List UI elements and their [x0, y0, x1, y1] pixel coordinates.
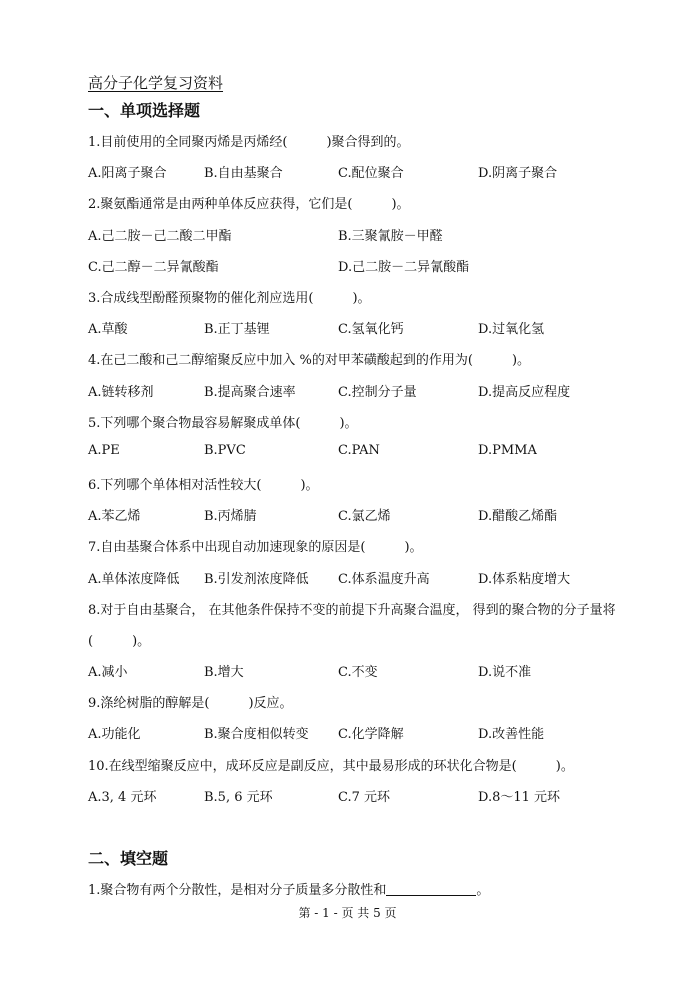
option-a: A.功能化 [88, 727, 141, 742]
question-1-options [88, 162, 648, 180]
question-6: 6.下列哪个单体相对活性较大( )。 [88, 478, 319, 493]
option-b: B.提高聚合速率 [204, 385, 296, 400]
option-c: C.不变 [338, 665, 378, 680]
option-d: D.说不准 [478, 665, 532, 680]
option-c: C.PAN [338, 443, 380, 458]
option-d: D.PMMA [478, 443, 537, 458]
option-d: D.体系粘度增大 [478, 572, 571, 587]
option-d: D.阴离子聚合 [478, 166, 558, 181]
question-2-options-row2 [88, 256, 648, 274]
option-c: C.体系温度升高 [338, 572, 430, 587]
option-b: B.引发剂浓度降低 [204, 572, 309, 587]
section-heading-multiple-choice: 一、单项选择题 [88, 101, 201, 120]
option-d: D.8～11 元环 [478, 790, 561, 805]
option-d: D.过氧化氢 [478, 322, 545, 337]
option-a: A.3, 4 元环 [88, 790, 157, 805]
answer-blank [386, 882, 476, 896]
document-title: 高分子化学复习资料 [88, 74, 224, 92]
option-a: A.减小 [88, 665, 128, 680]
section-heading-fill-in: 二、填空题 [88, 849, 169, 868]
option-c: C.氯乙烯 [338, 509, 391, 524]
option-c: C.化学降解 [338, 727, 404, 742]
question-5-options [88, 443, 648, 461]
question-3: 3.合成线型酚醛预聚物的催化剂应选用( )。 [88, 291, 371, 306]
question-2: 2.聚氨酯通常是由两种单体反应获得，它们是( )。 [88, 197, 410, 212]
question-8-continuation: ( )。 [88, 634, 151, 649]
question-7-options [88, 568, 648, 586]
question-5: 5.下列哪个聚合物最容易解聚成单体( )。 [88, 416, 358, 431]
question-4-options [88, 381, 648, 399]
question-9-options [88, 723, 648, 741]
option-a: A.阳离子聚合 [88, 166, 167, 181]
question-8: 8.对于自由基聚合， 在其他条件保持不变的前提下升高聚合温度， 得到的聚合物的分子量将 [88, 603, 616, 618]
option-a: A.PE [88, 443, 120, 458]
option-b: B.正丁基锂 [204, 322, 270, 337]
option-c: C.控制分子量 [338, 385, 417, 400]
question-1: 1.目前使用的全同聚丙烯是丙烯经( )聚合得到的。 [88, 135, 410, 150]
question-3-options [88, 318, 648, 336]
option-a: A.链转移剂 [88, 385, 154, 400]
fill-in-question-1 [88, 879, 489, 898]
question-4: 4.在己二酸和己二醇缩聚反应中加入 %的对甲苯磺酸起到的作用为( )。 [88, 353, 531, 368]
option-b: B.5, 6 元环 [204, 790, 273, 805]
option-c: C.7 元环 [338, 790, 391, 805]
question-2-options-row1 [88, 225, 648, 243]
option-a: A.苯乙烯 [88, 509, 141, 524]
page-footer: 第 - 1 - 页 共 5 页 [298, 906, 397, 920]
question-10-options [88, 786, 648, 804]
question-8-options [88, 661, 648, 679]
option-a: A.草酸 [88, 322, 128, 337]
option-b: B.丙烯腈 [204, 509, 257, 524]
option-a: A.单体浓度降低 [88, 572, 180, 587]
option-d: D.醋酸乙烯酯 [478, 509, 558, 524]
option-b: B.增大 [204, 665, 244, 680]
option-b: B.自由基聚合 [204, 166, 283, 181]
option-c: C.配位聚合 [338, 166, 404, 181]
option-d: D.己二胺－二异氰酸酯 [338, 260, 470, 275]
fill-in-question-1-text: 1.聚合物有两个分散性，是相对分子质量多分散性和 [88, 883, 387, 898]
question-6-options [88, 505, 648, 523]
question-10: 10.在线型缩聚反应中，成环反应是副反应，其中最易形成的环状化合物是( )。 [88, 759, 574, 774]
option-a: A.己二胺－己二酸二甲酯 [88, 229, 232, 244]
option-c: C.氢氧化钙 [338, 322, 404, 337]
option-b: B.聚合度相似转变 [204, 727, 309, 742]
question-9: 9.涤纶树脂的醇解是( )反应。 [88, 696, 293, 711]
option-d: D.提高反应程度 [478, 385, 571, 400]
option-b: B.三聚氰胺－甲醛 [338, 229, 443, 244]
option-c: C.己二醇－二异氰酸酯 [88, 260, 219, 275]
option-d: D.改善性能 [478, 727, 545, 742]
option-b: B.PVC [204, 443, 246, 458]
fill-in-question-1-end: 。 [476, 883, 490, 898]
question-7: 7.自由基聚合体系中出现自动加速现象的原因是( )。 [88, 540, 423, 555]
